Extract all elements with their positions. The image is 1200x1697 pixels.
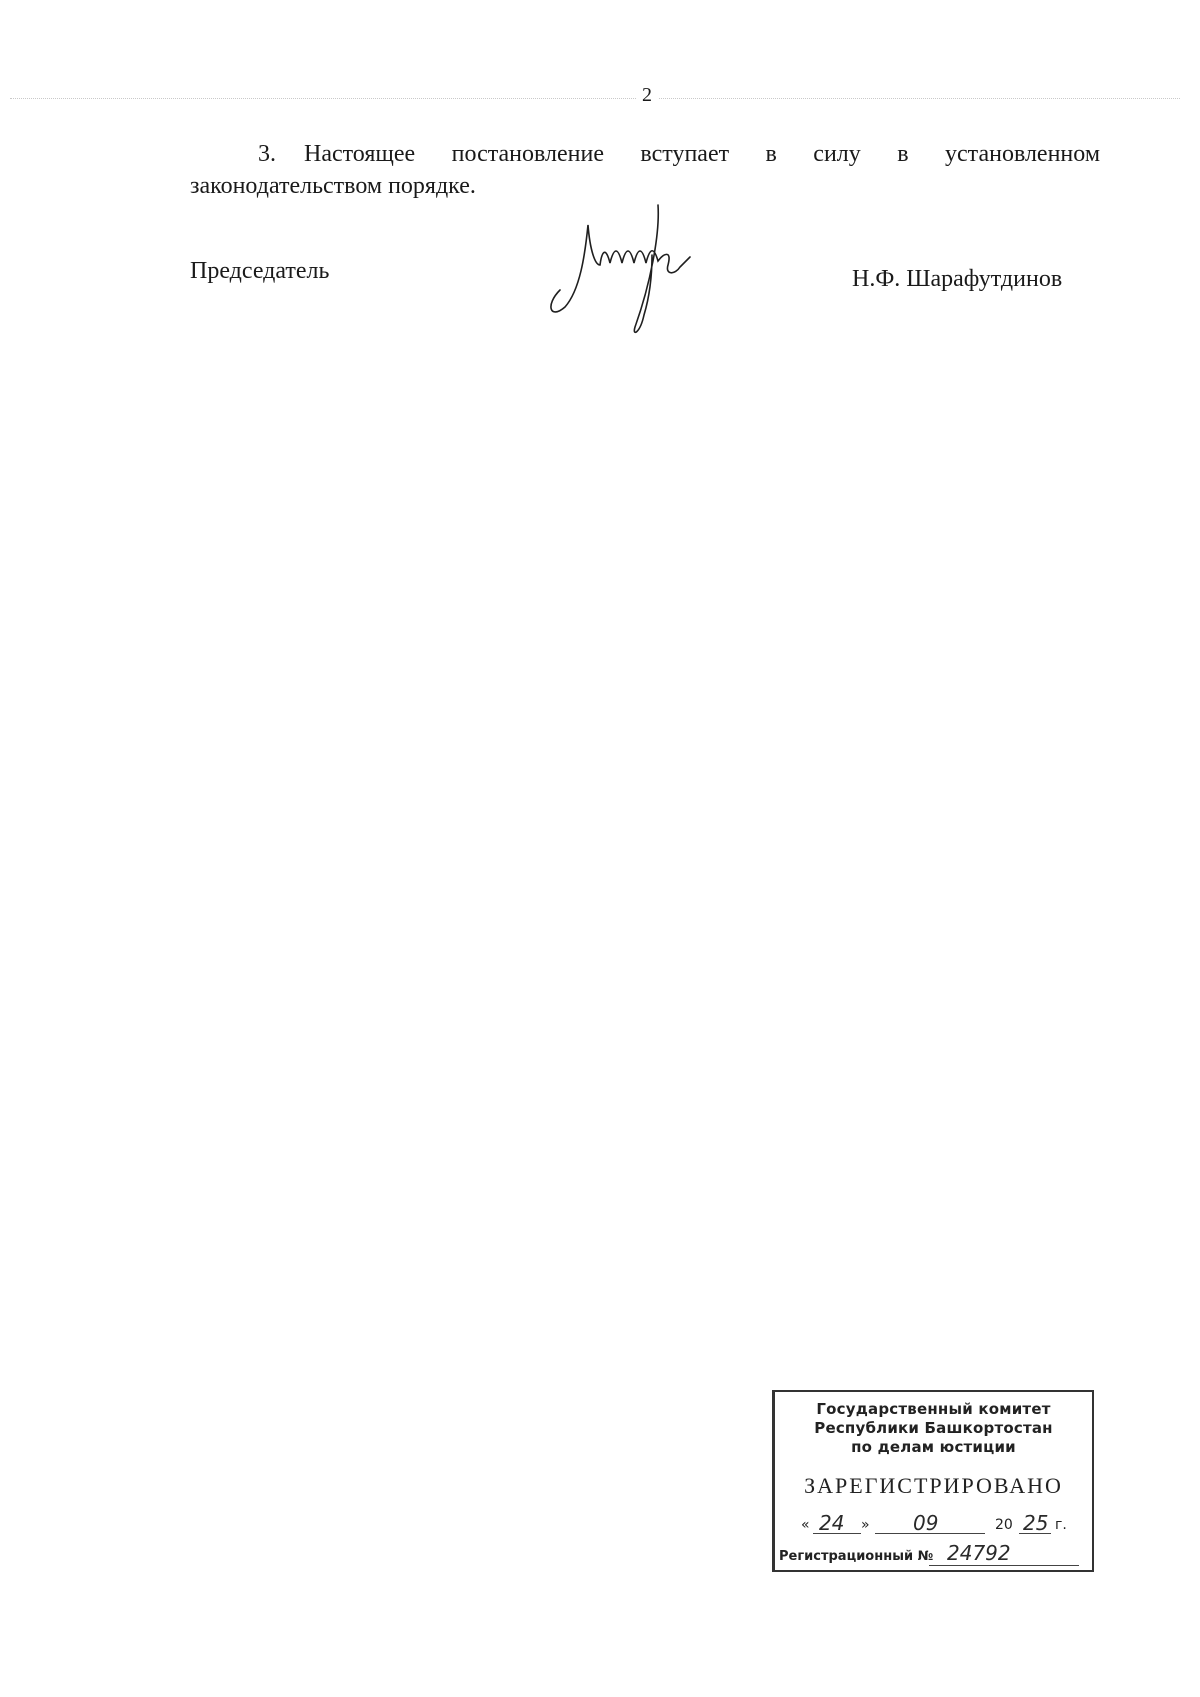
signer-title: Председатель xyxy=(190,258,330,284)
stamp-org-line-3: по делам юстиции xyxy=(851,1438,1016,1456)
stamp-org-line-1: Государственный комитет xyxy=(816,1400,1051,1418)
stamp-registration xyxy=(779,1541,1089,1571)
page-number: 2 xyxy=(636,84,658,107)
stamp-status: ЗАРЕГИСТРИРОВАНО xyxy=(804,1473,1063,1498)
stamp-open-quote: « xyxy=(801,1517,810,1533)
stamp-month: 09 xyxy=(913,1511,939,1535)
stamp-year-underline xyxy=(1019,1533,1051,1534)
registration-stamp xyxy=(772,1390,1094,1572)
stamp-month-underline xyxy=(875,1533,985,1534)
scan-artifact-line xyxy=(10,98,1180,99)
stamp-reg-number: 24792 xyxy=(947,1541,1011,1565)
stamp-close-quote: » xyxy=(861,1517,870,1533)
stamp-day-underline xyxy=(813,1533,861,1534)
stamp-org-line-2: Республики Башкортостан xyxy=(814,1419,1053,1437)
stamp-year-prefix: 20 xyxy=(995,1517,1013,1533)
stamp-year-suffix: 25 xyxy=(1023,1511,1049,1535)
paragraph-3 xyxy=(190,138,1100,202)
paragraph-text-line-2: законодательством порядке. xyxy=(190,173,476,199)
paragraph-line-1 xyxy=(190,138,1100,170)
handwritten-signature xyxy=(540,195,720,345)
paragraph-number: 3. xyxy=(258,141,276,167)
paragraph-text-line-1: Настоящее постановление вступает в силу в установленном xyxy=(304,141,1100,167)
stamp-date xyxy=(801,1511,1081,1541)
signer-name: Н.Ф. Шарафутдинов xyxy=(852,266,1063,292)
stamp-year-mark: г. xyxy=(1055,1517,1067,1533)
stamp-day: 24 xyxy=(819,1511,845,1535)
stamp-reg-label: Регистрационный № xyxy=(779,1549,934,1564)
stamp-organization xyxy=(775,1400,1092,1457)
stamp-reg-underline xyxy=(929,1565,1079,1566)
